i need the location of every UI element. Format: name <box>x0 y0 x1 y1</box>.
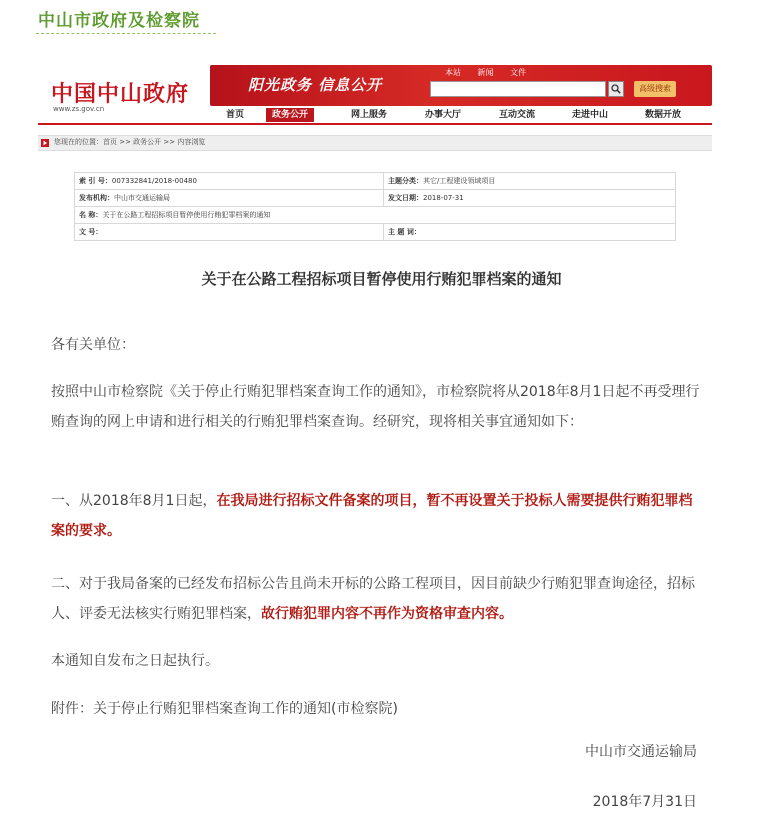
main-nav <box>210 108 712 122</box>
logo-url: www.zs.gov.cn <box>53 105 105 113</box>
name-label: 名 称： <box>79 211 103 219</box>
nav-item-open-data[interactable]: 数据开放 <box>645 110 682 120</box>
search-button[interactable] <box>608 81 624 97</box>
location-arrow-icon <box>41 139 49 147</box>
paragraph-attachment: 附件：关于停止行贿犯罪档案查询工作的通知(市检察院) <box>51 701 398 717</box>
nav-item-home[interactable]: 首页 <box>226 110 245 120</box>
paragraph-item-2 <box>51 569 706 629</box>
index-value: 007332841/2018-00480 <box>111 177 197 185</box>
paragraph-effective: 本通知自发布之日起执行。 <box>51 653 219 669</box>
paragraph-intro: 按照中山市检察院《关于停止行贿犯罪档案查询工作的通知》，市检察院将从2018年8月1日起不再受理行贿查询的网上申请和进行相关的行贿犯罪档案查询。经研究，现将相关事宜通知如下： <box>51 384 700 430</box>
nav-item-interaction[interactable]: 互动交流 <box>499 110 536 120</box>
item-2-emphasis: 故行贿犯罪内容不再作为资格审查内容。 <box>261 606 513 622</box>
date-value: 2018-07-31 <box>423 194 464 202</box>
publisher-value: 中山市交通运输局 <box>114 194 170 202</box>
nav-divider <box>38 123 712 125</box>
site-banner <box>210 65 712 106</box>
search-tabs <box>445 67 540 78</box>
date-label: 发文日期： <box>388 194 423 202</box>
signature-date: 2018年7月31日 <box>592 794 697 810</box>
salutation: 各有关单位： <box>51 337 135 353</box>
nav-item-public-affairs[interactable]: 政务公开 <box>266 108 314 122</box>
advanced-search-button[interactable]: 高级搜索 <box>634 81 676 97</box>
paragraph-item-1 <box>51 486 706 546</box>
search-tab-docs[interactable]: 文件 <box>510 68 527 77</box>
nav-item-about-zhongshan[interactable]: 走进中山 <box>572 110 609 120</box>
category-value: 其它/工程建设领域项目 <box>423 177 496 185</box>
breadcrumb <box>38 135 712 151</box>
nav-item-service-hall[interactable]: 办事大厅 <box>425 110 462 120</box>
article-title: 关于在公路工程招标项目暂停使用行贿犯罪档案的通知 <box>201 270 562 288</box>
breadcrumb-text: 您现在的位置：首页 >> 政务公开 >> 内容浏览 <box>54 138 206 146</box>
site-logo[interactable] <box>38 60 210 120</box>
category-label: 主题分类： <box>388 177 423 185</box>
item-1-text: 一、从2018年8月1日起， <box>51 493 217 509</box>
embedded-screenshot <box>38 60 712 258</box>
document-info-table <box>74 172 676 241</box>
search-input[interactable] <box>430 81 606 97</box>
item-2-text: 二、对于我局备案的已经发布招标公告且尚未开标的公路工程项目，因目前缺少行贿犯罪查询途径，招标人、评委无法核实行贿犯罪档案， <box>51 576 695 622</box>
keywords-label: 主 题 词： <box>388 228 421 236</box>
search-tab-site[interactable]: 本站 <box>445 68 461 77</box>
item-1-emphasis: 在我局进行招标文件备案的项目，暂不再设置关于投标人需要提供行贿犯罪档案的要求。 <box>51 493 693 539</box>
publisher-label: 发布机构： <box>79 194 114 202</box>
nav-item-online-service[interactable]: 网上服务 <box>351 110 388 120</box>
search-icon <box>611 84 621 94</box>
index-label: 索 引 号： <box>79 177 112 185</box>
signature-org: 中山市交通运输局 <box>585 744 697 760</box>
page-title: 中山市政府及检察院 <box>38 11 200 31</box>
title-underline <box>36 33 216 34</box>
logo-text: 中国中山政府 <box>51 81 190 107</box>
banner-slogan: 阳光政务 信息公开 <box>248 76 383 94</box>
doc-number-label: 文 号： <box>79 228 103 236</box>
search-tab-news[interactable]: 新闻 <box>477 68 494 77</box>
name-value: 关于在公路工程招标项目暂停使用行贿犯罪档案的通知 <box>102 211 271 219</box>
